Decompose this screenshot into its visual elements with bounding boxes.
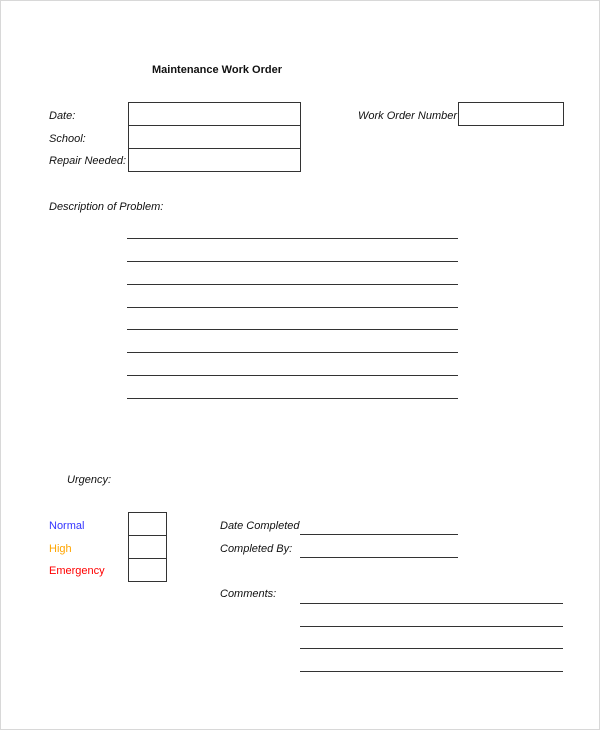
urgency-label: Urgency: bbox=[67, 474, 112, 486]
description-line[interactable] bbox=[127, 284, 458, 285]
comments-label: Comments: bbox=[220, 588, 277, 600]
school-label: School: bbox=[49, 133, 86, 145]
date-field[interactable] bbox=[128, 102, 301, 126]
urgency-emergency-checkbox[interactable] bbox=[128, 558, 167, 582]
completed-by-line[interactable] bbox=[300, 557, 458, 558]
urgency-high-checkbox[interactable] bbox=[128, 535, 167, 559]
description-line[interactable] bbox=[127, 375, 458, 376]
description-line[interactable] bbox=[127, 329, 458, 330]
date-completed-line[interactable] bbox=[300, 534, 458, 535]
date-label: Date: bbox=[49, 110, 76, 122]
school-field[interactable] bbox=[128, 125, 301, 149]
work-order-number-field[interactable] bbox=[458, 102, 564, 126]
comments-line[interactable] bbox=[300, 671, 563, 672]
urgency-normal-label: Normal bbox=[49, 520, 85, 532]
urgency-emergency-label: Emergency bbox=[49, 565, 105, 577]
description-line[interactable] bbox=[127, 261, 458, 262]
form-title: Maintenance Work Order bbox=[152, 64, 282, 76]
description-line[interactable] bbox=[127, 307, 458, 308]
comments-line[interactable] bbox=[300, 626, 563, 627]
urgency-high-label: High bbox=[49, 543, 72, 555]
urgency-normal-checkbox[interactable] bbox=[128, 512, 167, 536]
date-completed-label: Date Completed bbox=[220, 520, 300, 532]
work-order-number-label: Work Order Number bbox=[358, 110, 458, 122]
description-line[interactable] bbox=[127, 238, 458, 239]
comments-line[interactable] bbox=[300, 648, 563, 649]
description-line[interactable] bbox=[127, 352, 458, 353]
description-label: Description of Problem: bbox=[49, 201, 164, 213]
completed-by-label: Completed By: bbox=[220, 543, 293, 555]
repair-needed-label: Repair Needed: bbox=[49, 155, 127, 167]
comments-line[interactable] bbox=[300, 603, 563, 604]
repair-needed-field[interactable] bbox=[128, 148, 301, 172]
description-line[interactable] bbox=[127, 398, 458, 399]
